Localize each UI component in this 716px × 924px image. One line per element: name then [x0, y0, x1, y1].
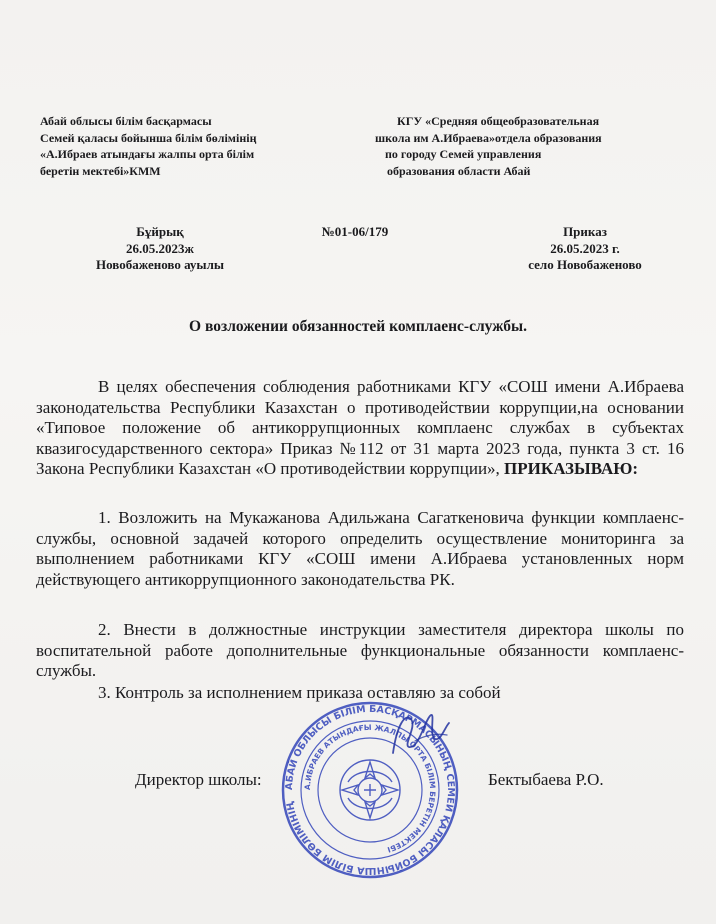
header-kazakh	[40, 113, 256, 179]
emblem-icon	[340, 760, 400, 820]
stamp-inner-text: А.ИБРАЕВ АТЫНДАҒЫ ЖАЛПЫ ОРТА БІЛІМ БЕРЕТІН МЕКТЕБІ	[302, 722, 438, 855]
signature-role: Директор школы:	[135, 770, 262, 789]
header-right-line: школа им А.Ибраева»отдела образования	[375, 130, 602, 145]
header-left-line: беретін мектебі»КММ	[40, 163, 161, 178]
header-right-line: образования области Абай	[387, 163, 531, 178]
main-paragraph	[36, 377, 684, 480]
item-text: Контроль за исполнением приказа оставляю за собой	[115, 683, 501, 702]
order-date: 26.05.2023 г.	[550, 240, 620, 256]
order-item-2	[36, 620, 684, 682]
order-meta-russian	[490, 224, 680, 274]
item-number: 1.	[98, 508, 111, 527]
main-paragraph-text: В целях обеспечения соблюдения работниками КГУ «СОШ имени А.Ибраева законодательства Республики Казахстан о противодействии коррупции,на основании «Типовое положение об антикоррупционных комплаенс службах в субъектах квазигосударственного сектора» Приказ №112 от 31 марта 2023 года, пункта 3 ст. 16 Закона Республики Казахстан «О противодействии коррупции»,	[36, 377, 684, 478]
signature-name: Бектыбаева Р.О.	[488, 770, 604, 789]
header-left-line: Семей қаласы бойынша білім бөлімінің	[40, 130, 257, 145]
order-word: ПРИКАЗЫВАЮ:	[504, 459, 639, 478]
header-left-line: Абай облысы білім басқармасы	[40, 114, 212, 128]
order-date: 26.05.2023ж	[126, 240, 194, 256]
item-text: Внести в должностные инструкции заместителя директора школы по воспитательной работе дополнительные функциональные обязанности комплаенс-службы.	[36, 620, 685, 680]
item-number: 3.	[98, 683, 111, 702]
document-title: О возложении обязанностей комплаенс-службы.	[189, 318, 527, 335]
order-label: Приказ	[563, 224, 607, 239]
header-right-line: КГУ «Средняя общеобразовательная	[397, 114, 600, 128]
item-text: Возложить на Мукажанова Адильжана Сагаткеновича функции комплаенс-службы, основной задачей которого определить осуществление мониторинга за выполнением работниками КГУ «СОШ имени А.Ибраева установленных норм действующего антикоррупционного законодательства РК.	[36, 508, 685, 589]
handwritten-signature-icon	[385, 705, 455, 765]
order-place: село Новобаженово	[528, 257, 642, 272]
header-right-line: по городу Семей управления	[385, 147, 542, 161]
order-label: Бұйрық	[136, 224, 184, 239]
order-item-1	[36, 508, 684, 590]
order-number: №01-06/179	[321, 224, 389, 239]
header-left-line: «А.Ибраев атындағы жалпы орта білім	[40, 147, 255, 161]
order-place: Новобаженово ауылы	[95, 257, 225, 272]
item-number: 2.	[98, 620, 111, 639]
header-russian	[375, 113, 602, 179]
stamp-outer-text: АБАЙ ОБЛЫСЫ БІЛІМ БАСҚАРМАСЫНЫҢ СЕМЕЙ ҚАЛАСЫ БОЙЫНША БІЛІМ БӨЛІМІНІҢ	[283, 703, 457, 877]
order-meta-kazakh	[60, 224, 260, 274]
